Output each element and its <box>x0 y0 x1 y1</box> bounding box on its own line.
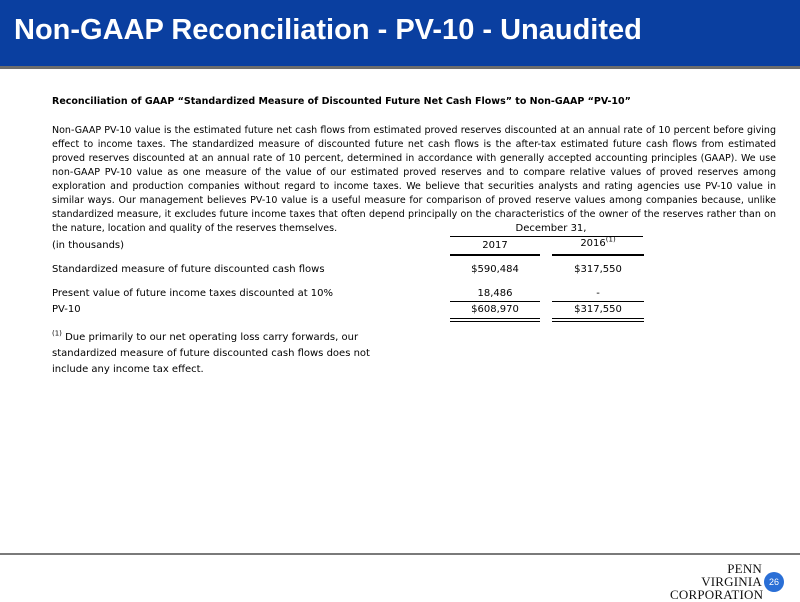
page-title: Non-GAAP Reconciliation - PV-10 - Unaudited <box>14 14 642 46</box>
logo-line-1: PENN VIRGINIA <box>701 561 762 589</box>
header-divider <box>0 66 800 69</box>
row-label: PV-10 <box>52 304 81 315</box>
units-label: (in thousands) <box>52 240 125 251</box>
header-bar <box>0 0 800 66</box>
row-value-2017: 18,486 <box>477 288 513 299</box>
row-value-2016: $317,550 <box>574 264 622 275</box>
subtotal-rule-2016 <box>552 301 644 302</box>
row-label: Standardized measure of future discounted cash flows <box>52 264 325 275</box>
column-header-2016-label: 2016 <box>580 238 606 249</box>
total-rule-2017 <box>450 318 540 319</box>
intro-paragraph: Non-GAAP PV-10 value is the estimated future net cash flows from estimated proved reserves discounted at an annual rate of 10 percent before giving effect to income taxes. The standardized measure of discounted future net cash flows is the after-tax estimated future cash flows from estimated proved reserves discounted at an annual rate of 10 percent, determined in accordance with generally accepted accounting principles (GAAP). We use non-GAAP PV-10 value as one measure of the value of our estimated proved reserves and to compare relative values of proved reserves among exploration and production companies without regard to income taxes. We believe that securities analysts and rating agencies use PV-10 value in similar ways. Our management believes PV-10 value is a useful measure for comparison of proved reserve values among companies because, unlike standardized measure, it excludes future income taxes that often depend principally on the characteristics of the owner of the reserves rather than on the nature, location and quality of the reserves themselves. <box>52 125 776 234</box>
section-subtitle: Reconciliation of GAAP “Standardized Measure of Discounted Future Net Cash Flows” to Non-GAAP “PV-10” <box>52 96 631 107</box>
page-number-badge: 26 <box>764 572 784 592</box>
row-value-2017: $590,484 <box>471 264 519 275</box>
period-header: December 31, <box>515 223 587 234</box>
footnote-number: (1) <box>52 329 62 338</box>
footnote <box>52 330 372 378</box>
row-value-2016: - <box>596 288 600 299</box>
column-header-2016 <box>552 235 644 249</box>
row-label: Present value of future income taxes discounted at 10% <box>52 288 334 299</box>
row-value-2016: $317,550 <box>574 304 622 315</box>
column-header-2017: 2017 <box>482 240 508 251</box>
row-value-2017: $608,970 <box>471 304 519 315</box>
company-logo <box>670 562 762 601</box>
subtotal-rule-2017 <box>450 301 540 302</box>
column-rule-2017 <box>450 254 540 256</box>
reconciliation-table <box>52 220 652 330</box>
total-double-rule-2017 <box>450 321 540 322</box>
footnote-marker: (1) <box>605 235 616 244</box>
footer-divider <box>0 553 800 555</box>
total-rule-2016 <box>552 318 644 319</box>
logo-line-2: CORPORATION <box>670 587 764 602</box>
total-double-rule-2016 <box>552 321 644 322</box>
footnote-text: Due primarily to our net operating loss carry forwards, our standardized measure of future discounted cash flows does not include any income tax effect. <box>52 332 370 375</box>
column-rule-2016 <box>552 254 644 256</box>
